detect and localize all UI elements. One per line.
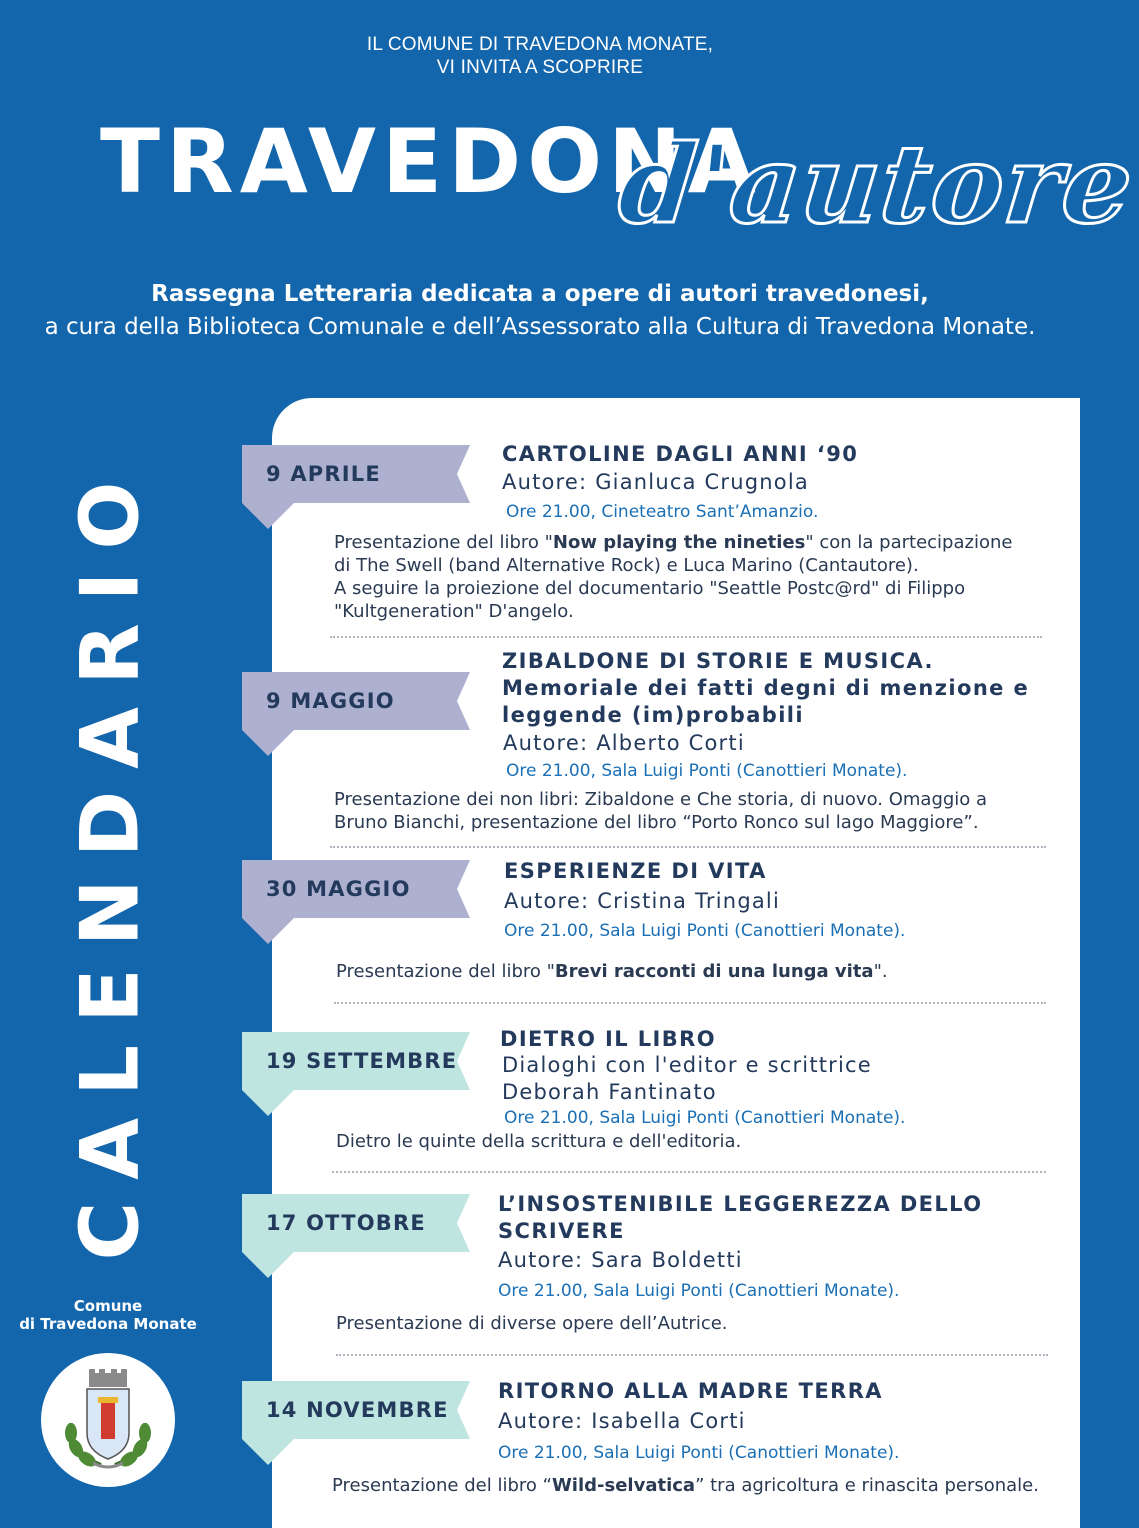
event-title-line: L’INSOSTENIBILE LEGGEREZZA DELLO: [498, 1192, 983, 1216]
event-title: [498, 1191, 982, 1245]
title-script: d'autore: [613, 122, 1139, 248]
book-title: Now playing the nineties: [552, 532, 806, 553]
event-title-line: ESPERIENZE DI VITA: [504, 859, 767, 883]
desc-line: A seguire la proiezione del documentario "Seattle Postc@rd" di Filippo: [334, 578, 966, 599]
event-date: 19 SETTEMBRE: [266, 1049, 458, 1073]
event-date: 30 MAGGIO: [266, 877, 411, 901]
dotted-separator: [332, 1171, 1046, 1173]
event-title: [502, 441, 858, 468]
event-author: Autore: Sara Boldetti: [498, 1248, 743, 1272]
desc-line: di The Swell (band Alternative Rock) e Luca Marino (Cantautore).: [334, 555, 919, 576]
intro-line-2: a cura della Biblioteca Comunale e dell’Assessorato alla Cultura di Travedona Monate.: [44, 314, 1036, 340]
date-ribbon: [242, 860, 472, 918]
event-title-line: leggende (im)probabili: [502, 703, 805, 727]
calendar-vertical-label: [20, 459, 200, 1261]
intro-text: [0, 278, 1080, 344]
event-description: [334, 531, 1012, 623]
event-time: Ore 21.00, Cineteatro Sant’Amanzio.: [506, 502, 819, 522]
event-title: [502, 648, 1029, 729]
comune-line-2: di Travedona Monate: [19, 1315, 197, 1333]
dotted-separator: [334, 1002, 1046, 1004]
event-description: [336, 1312, 728, 1335]
event-description: [334, 788, 987, 834]
date-ribbon: [242, 1194, 472, 1252]
event-title: [504, 858, 767, 885]
comune-line-1: Comune: [73, 1297, 143, 1315]
event-author: Autore: Cristina Tringali: [504, 889, 780, 913]
event-title-line: SCRIVERE: [498, 1219, 625, 1243]
event-time: Ore 21.00, Sala Luigi Ponti (Canottieri Monate).: [498, 1443, 900, 1463]
event-description: [336, 960, 888, 983]
event-title-line: ZIBALDONE DI STORIE E MUSICA.: [502, 649, 934, 673]
event-time: Ore 21.00, Sala Luigi Ponti (Canottieri Monate).: [504, 1108, 906, 1128]
event-author-line: Deborah Fantinato: [502, 1080, 717, 1104]
desc-line: Dietro le quinte della scrittura e dell'editoria.: [336, 1131, 742, 1152]
event-title-line: CARTOLINE DAGLI ANNI ‘90: [502, 442, 859, 466]
dotted-separator: [336, 1354, 1048, 1356]
book-title: Wild-selvatica: [551, 1475, 696, 1496]
event-author: [502, 1052, 872, 1106]
event-title-line: RITORNO ALLA MADRE TERRA: [498, 1379, 883, 1403]
event-title-line: Memoriale dei fatti degni di menzione e: [502, 676, 1030, 700]
event-title-line: DIETRO IL LIBRO: [500, 1027, 716, 1051]
event-title: [500, 1026, 716, 1053]
comune-label: [0, 1297, 216, 1333]
intro-line-1: Rassegna Letteraria dedicata a opere di autori travedonesi,: [151, 281, 929, 307]
desc-line: Presentazione del libro "Now playing the nineties" con la partecipazione: [334, 532, 1013, 553]
event-time: Ore 21.00, Sala Luigi Ponti (Canottieri Monate).: [506, 761, 908, 781]
event-date: 9 MAGGIO: [266, 689, 395, 713]
event-author-line: Dialoghi con l'editor e scrittrice: [502, 1053, 872, 1077]
event-date: 17 OTTOBRE: [266, 1211, 426, 1235]
event-title: [498, 1378, 883, 1405]
title-main: TRAVEDONA: [100, 110, 762, 213]
event-time: Ore 21.00, Sala Luigi Ponti (Canottieri Monate).: [504, 921, 906, 941]
date-ribbon: [242, 672, 472, 730]
book-title: Brevi racconti di una lunga vita: [554, 961, 874, 982]
desc-line: Presentazione del libro “Wild-selvatica” tra agricoltura e rinascita personale.: [332, 1475, 1039, 1496]
event-time: Ore 21.00, Sala Luigi Ponti (Canottieri Monate).: [498, 1281, 900, 1301]
date-ribbon: [242, 445, 472, 503]
desc-line: Bruno Bianchi, presentazione del libro “Porto Ronco sul lago Maggiore”.: [334, 812, 979, 833]
calendar-label-text: CALENDARIO: [63, 459, 157, 1261]
event-author: Autore: Alberto Corti: [503, 731, 745, 755]
date-ribbon: [242, 1381, 472, 1439]
event-author: Autore: Gianluca Crugnola: [502, 470, 809, 494]
coat-of-arms-icon: [41, 1353, 175, 1487]
desc-line: Presentazione dei non libri: Zibaldone e Che storia, di nuovo. Omaggio a: [334, 789, 988, 810]
event-description: [336, 1130, 741, 1153]
header-kicker: [0, 33, 1080, 79]
kicker-line-1: IL COMUNE DI TRAVEDONA MONATE,: [366, 34, 714, 55]
event-author: Autore: Isabella Corti: [498, 1409, 746, 1433]
desc-line: Presentazione di diverse opere dell’Autrice.: [336, 1313, 728, 1334]
event-date: 14 NOVEMBRE: [266, 1398, 449, 1422]
desc-line: "Kultgeneration" D'angelo.: [334, 601, 574, 622]
dotted-separator: [330, 636, 1042, 638]
event-date: 9 APRILE: [266, 462, 381, 486]
event-description: [332, 1474, 1039, 1497]
date-ribbon: [242, 1032, 472, 1090]
desc-line: Presentazione del libro "Brevi racconti di una lunga vita".: [336, 961, 888, 982]
kicker-line-2: VI INVITA A SCOPRIRE: [436, 57, 644, 78]
dotted-separator: [330, 846, 1046, 848]
